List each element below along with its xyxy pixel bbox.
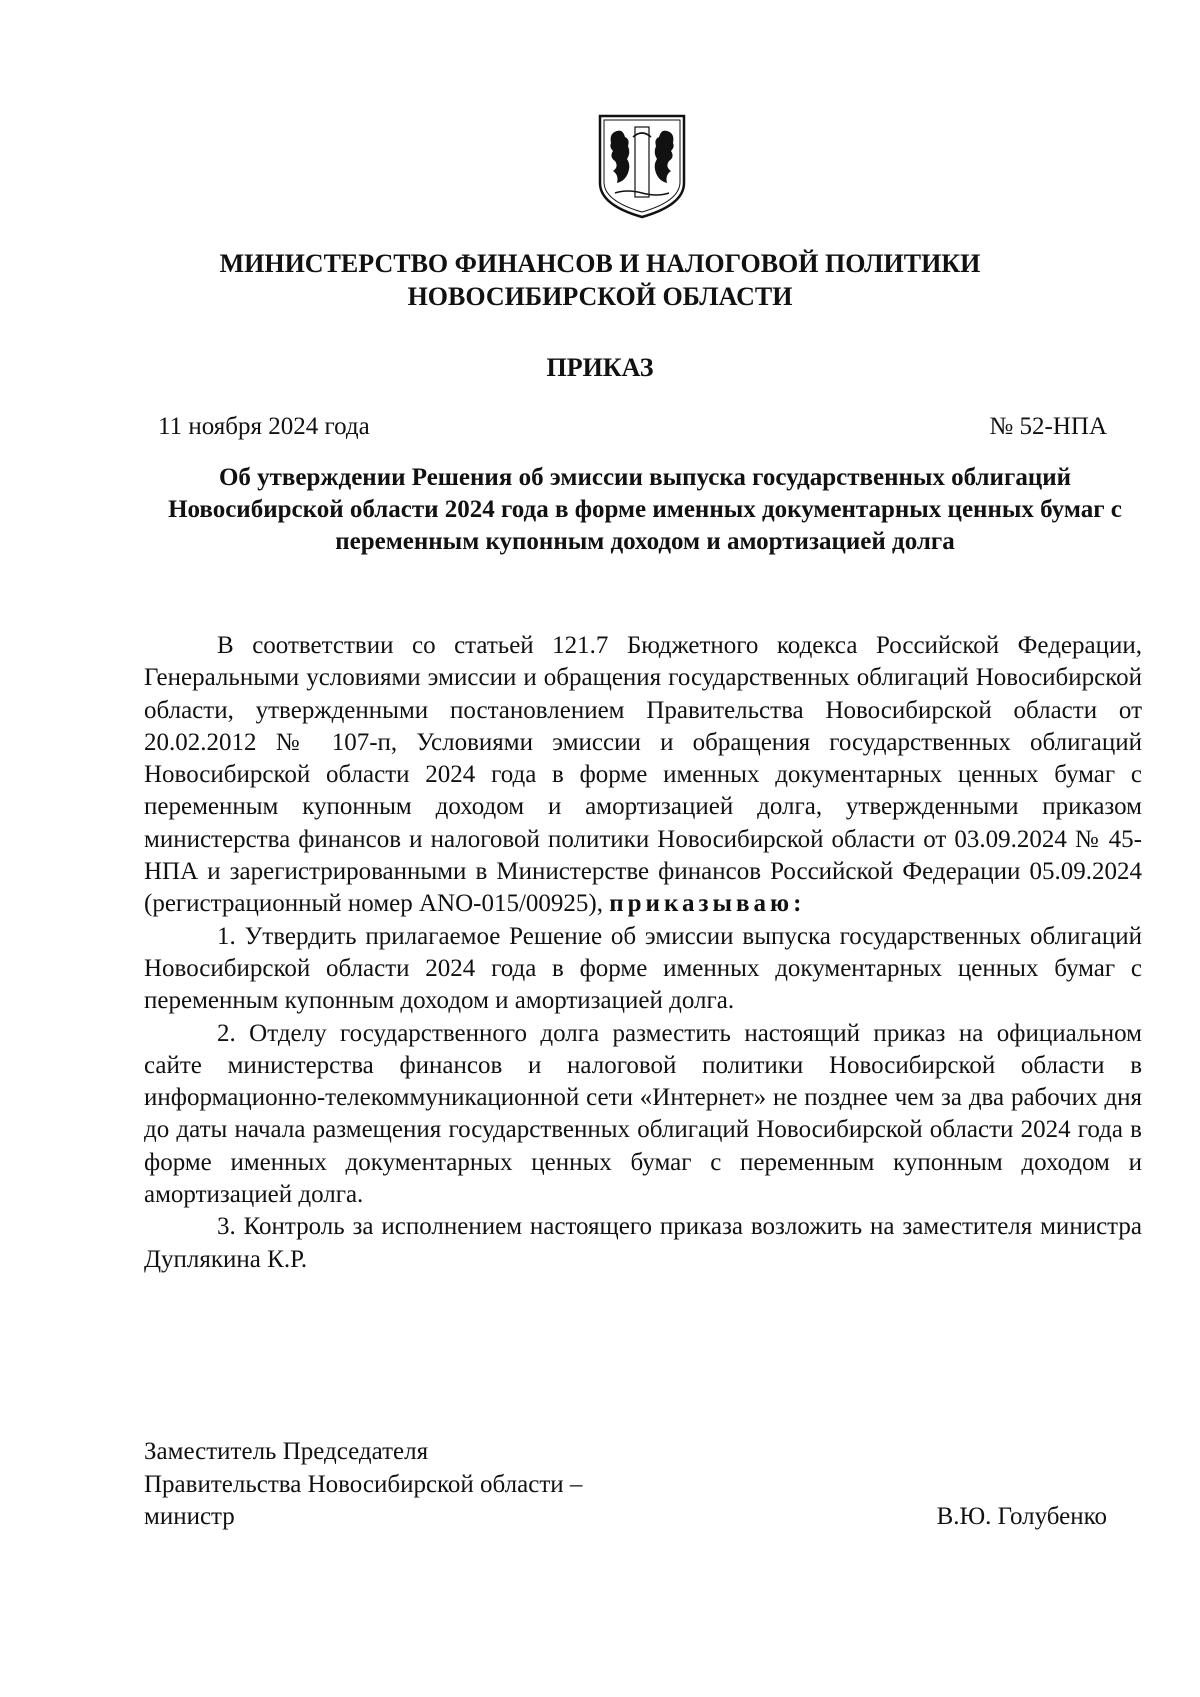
ministry-name: [0, 247, 1200, 313]
document-subject: Об утверждении Решения об эмиссии выпуска государственных облигаций Новосибирской области 2024 года в форме именных документарных ценных бумаг с переменным купонным доходом и амортизацией долга: [168, 464, 1122, 555]
ministry-name-line-1: МИНИСТЕРСТВО ФИНАНСОВ И НАЛОГОВОЙ ПОЛИТИКИ: [219, 249, 981, 278]
coat-of-arms-icon: [597, 113, 687, 220]
ministry-name-line-2: НОВОСИБИРСКОЙ ОБЛАСТИ: [407, 282, 793, 311]
signer-position-line-2: Правительства Новосибирской области –: [144, 1470, 583, 1498]
preamble-text: В соответствии со статьей 121.7 Бюджетного кодекса Российской Федерации, Генеральными условиями эмиссии и обращения государственных облигаций Новосибирской области, утвержденными постановлением Правительства Новосибирской области от 20.02.2012 № 107-п, Условиями эмиссии и обращения государственных облигаций Новосибирской области 2024 года в форме именных документарных ценных бумаг с переменным купонным доходом и амортизацией долга, утвержденными приказом министерства финансов и налоговой политики Новосибирской области от 03.09.2024 № 45-НПА и зарегистрированными в Министерстве финансов Российской Федерации 05.09.2024 (регистрационный номер ANO-015/00925),: [144, 632, 1142, 918]
order-item-1: 1. Утвердить прилагаемое Решение об эмиссии выпуска государственных облигаций Новосибирской области 2024 года в форме именных документарных ценных бумаг с переменным купонным доходом и амортизацией долга.: [144, 922, 1142, 1015]
order-item-3: 3. Контроль за исполнением настоящего приказа возложить на заместителя министра Дуплякина К.Р.: [144, 1213, 1142, 1273]
signer-name: В.Ю. Голубенко: [936, 1503, 1107, 1530]
order-item-2: 2. Отделу государственного долга разместить настоящий приказ на официальном сайте министерства финансов и налоговой политики Новосибирской области в информационно-телекоммуникационной сети «Интернет» не позднее чем за два рабочих дня до даты начала размещения государственных облигаций Новосибирской области 2024 года в форме именных документарных ценных бумаг с переменным купонным доходом и амортизацией долга.: [144, 1019, 1142, 1209]
signer-position: [144, 1436, 582, 1534]
preamble-paragraph: [144, 630, 1142, 921]
signer-position-line-3: министр: [144, 1503, 235, 1530]
document-date: 11 ноября 2024 года: [158, 413, 370, 440]
document-body: [144, 630, 1142, 1276]
document-type: ПРИКАЗ: [546, 353, 654, 382]
document-number: № 52-НПА: [989, 413, 1107, 440]
signer-position-line-1: Заместитель Председателя: [144, 1438, 429, 1465]
order-word: приказываю:: [609, 890, 806, 918]
